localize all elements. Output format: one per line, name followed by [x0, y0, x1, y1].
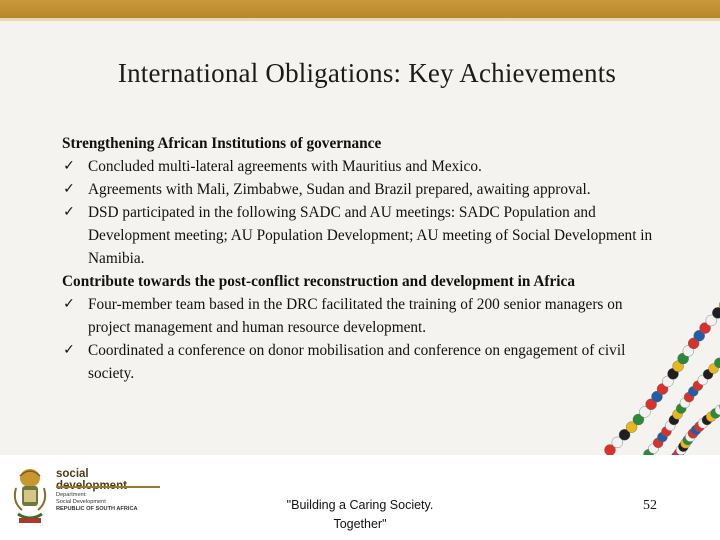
slide-title: International Obligations: Key Achievements [117, 58, 617, 88]
section-heading-1: Strengthening African Institutions of governance [62, 135, 382, 152]
bullet-text: Coordinated a conference on donor mobilisation and conference on engagement of civil society. [88, 342, 626, 382]
department-logo [12, 462, 162, 532]
slide-content [62, 132, 662, 385]
bullet-item [62, 339, 662, 385]
slogan-line-1: "Building a Caring Society. [286, 498, 434, 512]
slogan-line-2: Together" [333, 517, 387, 531]
page-number: 52 [643, 498, 657, 513]
bullet-text: Agreements with Mali, Zimbabwe, Sudan and Brazil prepared, awaiting approval. [88, 181, 591, 198]
checkmark-icon: ✓ [63, 204, 75, 220]
bullet-text: Four-member team based in the DRC facilitated the training of 200 senior managers on project management and human resource development. [88, 296, 623, 336]
bullet-text: DSD participated in the following SADC and AU meetings: SADC Population and Development meeting; AU Population Development; AU meeting of Social Development in Namibia. [88, 204, 653, 267]
logo-divider [56, 486, 160, 488]
checkmark-icon: ✓ [63, 296, 75, 312]
checkmark-icon: ✓ [63, 158, 75, 174]
footer-slogan [270, 496, 450, 534]
beadwork-decoration [590, 250, 720, 460]
dept-line-1: Department: [56, 492, 87, 498]
top-accent-band [0, 0, 720, 18]
coat-of-arms-icon [12, 466, 48, 528]
checkmark-icon: ✓ [63, 342, 75, 358]
section-heading-2: Contribute towards the post-conflict reconstruction and development in Africa [62, 273, 575, 290]
bullet-item [62, 293, 662, 339]
dept-line-3: REPUBLIC OF SOUTH AFRICA [56, 506, 138, 512]
top-accent-line [0, 18, 720, 21]
bullet-item [62, 201, 662, 270]
checkmark-icon: ✓ [63, 181, 75, 197]
dept-line-2: Social Development [56, 499, 106, 505]
department-lines [56, 492, 138, 513]
bullet-item [62, 155, 662, 178]
bullet-text: Concluded multi-lateral agreements with Mauritius and Mexico. [88, 158, 482, 175]
logo-title: social [56, 468, 89, 480]
bullet-item [62, 178, 662, 201]
